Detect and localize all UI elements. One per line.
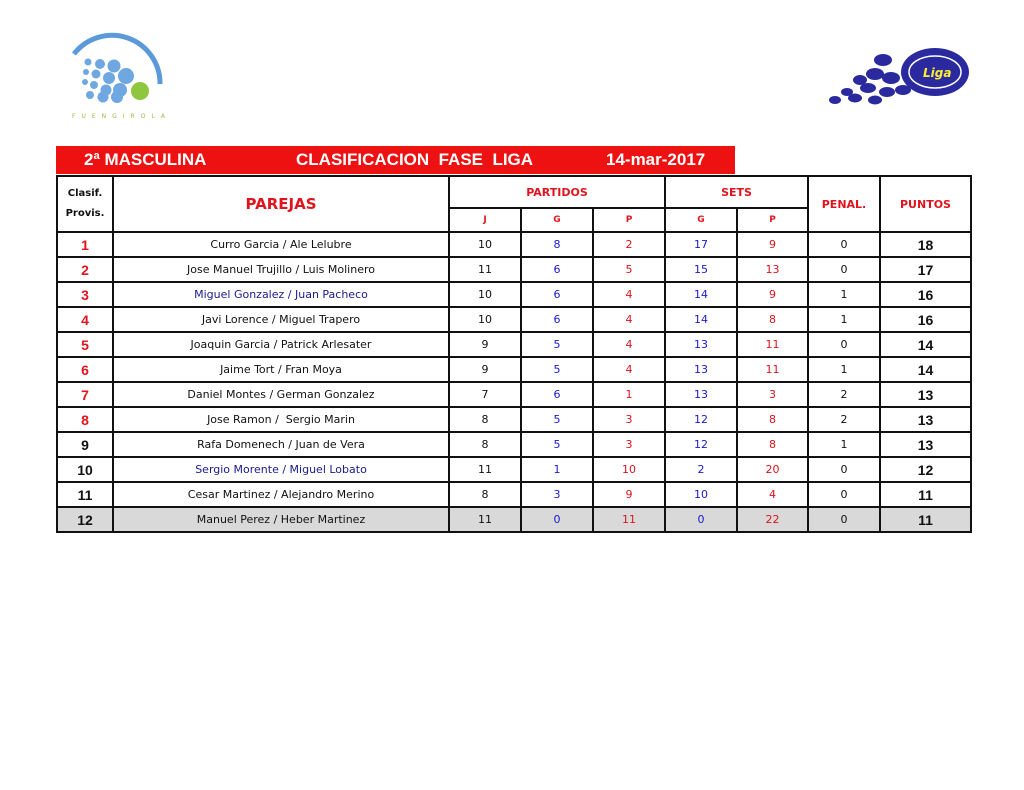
sets-won-cell: 13 bbox=[665, 357, 737, 382]
matches-lost-cell: 10 bbox=[593, 457, 665, 482]
sets-won-cell: 13 bbox=[665, 332, 737, 357]
svg-text:FUENGIROLA: FUENGIROLA bbox=[72, 113, 172, 120]
played-cell: 8 bbox=[449, 407, 521, 432]
sets-won-cell: 14 bbox=[665, 282, 737, 307]
points-cell: 14 bbox=[880, 332, 971, 357]
penalty-cell: 2 bbox=[808, 382, 880, 407]
sets-lost-cell: 13 bbox=[737, 257, 808, 282]
played-cell: 10 bbox=[449, 282, 521, 307]
sets-won-cell: 15 bbox=[665, 257, 737, 282]
category-label: 2ª MASCULINA bbox=[84, 150, 207, 169]
matches-won-cell: 6 bbox=[521, 257, 593, 282]
header-row bbox=[57, 176, 971, 208]
sets-lost-cell: 8 bbox=[737, 407, 808, 432]
matches-lost-cell: 4 bbox=[593, 307, 665, 332]
sets-won-cell: 12 bbox=[665, 432, 737, 457]
header-clasif-line1: Clasif. bbox=[67, 188, 103, 199]
rank-cell: 1 bbox=[57, 232, 113, 257]
rank-cell: 4 bbox=[57, 307, 113, 332]
penalty-cell: 0 bbox=[808, 457, 880, 482]
sets-won-cell: 12 bbox=[665, 407, 737, 432]
sets-lost-cell: 11 bbox=[737, 332, 808, 357]
played-cell: 10 bbox=[449, 232, 521, 257]
header-sets-p: P bbox=[737, 208, 808, 232]
matches-won-cell: 6 bbox=[521, 382, 593, 407]
matches-lost-cell: 4 bbox=[593, 282, 665, 307]
points-cell: 13 bbox=[880, 382, 971, 407]
rank-cell: 8 bbox=[57, 407, 113, 432]
rank-cell: 5 bbox=[57, 332, 113, 357]
matches-lost-cell: 11 bbox=[593, 507, 665, 532]
matches-won-cell: 5 bbox=[521, 407, 593, 432]
pair-cell: Jaime Tort / Fran Moya bbox=[113, 357, 449, 382]
sets-lost-cell: 4 bbox=[737, 482, 808, 507]
points-cell: 16 bbox=[880, 282, 971, 307]
table-row bbox=[57, 332, 971, 357]
table-row bbox=[57, 257, 971, 282]
sets-won-cell: 13 bbox=[665, 382, 737, 407]
sets-won-cell: 0 bbox=[665, 507, 737, 532]
header-penal: PENAL. bbox=[808, 176, 880, 232]
table-row bbox=[57, 432, 971, 457]
matches-lost-cell: 3 bbox=[593, 407, 665, 432]
sets-won-cell: 10 bbox=[665, 482, 737, 507]
title-bar bbox=[56, 146, 735, 174]
sets-lost-cell: 8 bbox=[737, 307, 808, 332]
liga-logo bbox=[815, 42, 975, 112]
header-parejas: PAREJAS bbox=[113, 176, 449, 232]
rank-cell: 10 bbox=[57, 457, 113, 482]
sets-lost-cell: 3 bbox=[737, 382, 808, 407]
played-cell: 9 bbox=[449, 332, 521, 357]
matches-won-cell: 5 bbox=[521, 432, 593, 457]
played-cell: 7 bbox=[449, 382, 521, 407]
pair-cell: Rafa Domenech / Juan de Vera bbox=[113, 432, 449, 457]
matches-lost-cell: 3 bbox=[593, 432, 665, 457]
rank-cell: 3 bbox=[57, 282, 113, 307]
sets-won-cell: 14 bbox=[665, 307, 737, 332]
penalty-cell: 0 bbox=[808, 257, 880, 282]
rank-cell: 6 bbox=[57, 357, 113, 382]
header-sets: SETS bbox=[665, 176, 808, 208]
classification-title: CLASIFICACION FASE LIGA bbox=[296, 150, 534, 169]
club-logo bbox=[60, 24, 180, 124]
penalty-cell: 1 bbox=[808, 307, 880, 332]
table-row bbox=[57, 307, 971, 332]
penalty-cell: 2 bbox=[808, 407, 880, 432]
matches-won-cell: 5 bbox=[521, 357, 593, 382]
sets-lost-cell: 22 bbox=[737, 507, 808, 532]
pair-cell: Jose Ramon / Sergio Marin bbox=[113, 407, 449, 432]
pair-cell: Sergio Morente / Miguel Lobato bbox=[113, 457, 449, 482]
pair-cell: Miguel Gonzalez / Juan Pacheco bbox=[113, 282, 449, 307]
played-cell: 8 bbox=[449, 482, 521, 507]
penalty-cell: 0 bbox=[808, 482, 880, 507]
rank-cell: 2 bbox=[57, 257, 113, 282]
matches-lost-cell: 4 bbox=[593, 332, 665, 357]
sets-won-cell: 2 bbox=[665, 457, 737, 482]
matches-won-cell: 8 bbox=[521, 232, 593, 257]
penalty-cell: 1 bbox=[808, 282, 880, 307]
played-cell: 11 bbox=[449, 457, 521, 482]
played-cell: 9 bbox=[449, 357, 521, 382]
pair-cell: Cesar Martinez / Alejandro Merino bbox=[113, 482, 449, 507]
points-cell: 17 bbox=[880, 257, 971, 282]
played-cell: 11 bbox=[449, 507, 521, 532]
sets-lost-cell: 9 bbox=[737, 232, 808, 257]
table-row bbox=[57, 507, 971, 532]
pair-cell: Manuel Perez / Heber Martinez bbox=[113, 507, 449, 532]
points-cell: 11 bbox=[880, 507, 971, 532]
matches-won-cell: 6 bbox=[521, 282, 593, 307]
date-label: 14-mar-2017 bbox=[606, 150, 706, 169]
points-cell: 13 bbox=[880, 407, 971, 432]
table-row bbox=[57, 457, 971, 482]
matches-won-cell: 5 bbox=[521, 332, 593, 357]
header-puntos: PUNTOS bbox=[880, 176, 971, 232]
table-row bbox=[57, 357, 971, 382]
matches-won-cell: 3 bbox=[521, 482, 593, 507]
matches-lost-cell: 2 bbox=[593, 232, 665, 257]
table-row bbox=[57, 407, 971, 432]
table-row bbox=[57, 282, 971, 307]
header-partidos: PARTIDOS bbox=[449, 176, 665, 208]
matches-won-cell: 0 bbox=[521, 507, 593, 532]
rank-cell: 12 bbox=[57, 507, 113, 532]
pair-cell: Javi Lorence / Miguel Trapero bbox=[113, 307, 449, 332]
points-cell: 12 bbox=[880, 457, 971, 482]
table-row bbox=[57, 482, 971, 507]
matches-lost-cell: 1 bbox=[593, 382, 665, 407]
pair-cell: Joaquin Garcia / Patrick Arlesater bbox=[113, 332, 449, 357]
pair-cell: Curro Garcia / Ale Lelubre bbox=[113, 232, 449, 257]
header-partidos-g: G bbox=[521, 208, 593, 232]
sets-lost-cell: 9 bbox=[737, 282, 808, 307]
matches-lost-cell: 5 bbox=[593, 257, 665, 282]
points-cell: 13 bbox=[880, 432, 971, 457]
points-cell: 11 bbox=[880, 482, 971, 507]
pair-cell: Daniel Montes / German Gonzalez bbox=[113, 382, 449, 407]
rank-cell: 7 bbox=[57, 382, 113, 407]
matches-won-cell: 1 bbox=[521, 457, 593, 482]
club-logo-graphic bbox=[60, 24, 180, 124]
pair-cell: Jose Manuel Trujillo / Luis Molinero bbox=[113, 257, 449, 282]
penalty-cell: 0 bbox=[808, 507, 880, 532]
penalty-cell: 0 bbox=[808, 332, 880, 357]
matches-won-cell: 6 bbox=[521, 307, 593, 332]
played-cell: 10 bbox=[449, 307, 521, 332]
rank-cell: 9 bbox=[57, 432, 113, 457]
rank-cell: 11 bbox=[57, 482, 113, 507]
sets-won-cell: 17 bbox=[665, 232, 737, 257]
penalty-cell: 1 bbox=[808, 357, 880, 382]
header-partidos-j: J bbox=[449, 208, 521, 232]
header-sets-g: G bbox=[665, 208, 737, 232]
penalty-cell: 0 bbox=[808, 232, 880, 257]
sets-lost-cell: 20 bbox=[737, 457, 808, 482]
table-row bbox=[57, 232, 971, 257]
penalty-cell: 1 bbox=[808, 432, 880, 457]
table-row bbox=[57, 382, 971, 407]
points-cell: 16 bbox=[880, 307, 971, 332]
header-clasif bbox=[57, 176, 113, 232]
matches-lost-cell: 4 bbox=[593, 357, 665, 382]
points-cell: 14 bbox=[880, 357, 971, 382]
header-partidos-p: P bbox=[593, 208, 665, 232]
played-cell: 11 bbox=[449, 257, 521, 282]
svg-text:Liga: Liga bbox=[923, 66, 952, 80]
liga-logo-graphic bbox=[815, 42, 975, 112]
played-cell: 8 bbox=[449, 432, 521, 457]
header-clasif-line2: Provis. bbox=[65, 208, 105, 219]
matches-lost-cell: 9 bbox=[593, 482, 665, 507]
sets-lost-cell: 8 bbox=[737, 432, 808, 457]
sets-lost-cell: 11 bbox=[737, 357, 808, 382]
points-cell: 18 bbox=[880, 232, 971, 257]
standings-table bbox=[56, 175, 972, 533]
